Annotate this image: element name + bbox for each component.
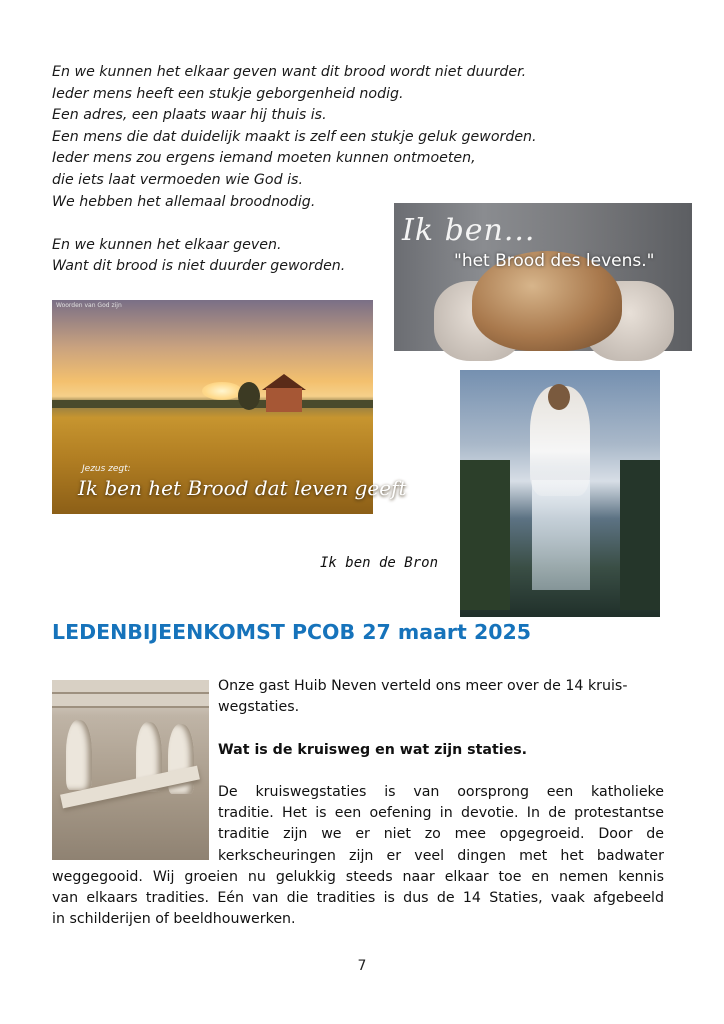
poem-line: Een adres, een plaats waar hij thuis is. — [52, 107, 327, 124]
poem-line: En we kunnen het elkaar geven want dit brood wordt niet duurder. — [52, 64, 527, 80]
jesus-image-caption: Ik ben de Bron — [320, 555, 439, 571]
article-body — [52, 676, 664, 930]
article-paragraph-line: kerkscheuringen zijn er veel dingen met het badwater — [218, 847, 664, 864]
field-image-watermark: Woorden van God zijn — [56, 302, 122, 309]
article-paragraph-line: traditie zijn we er niet zo mee opgegroeid. Door de — [218, 826, 664, 843]
poem-line: Een mens die dat duidelijk maakt is zelf een stukje geluk geworden. — [52, 128, 537, 145]
poem-line: En we kunnen het elkaar geven. — [52, 236, 282, 253]
waterfall-graphic — [532, 480, 590, 590]
chapel-graphic — [266, 388, 302, 412]
article-paragraph-line: De kruiswegstaties is van oorsprong een katholieke — [218, 783, 664, 800]
poem-line: We hebben het allemaal broodnodig. — [52, 193, 316, 210]
article-paragraph-line: traditie. Het is een oefening in devotie. In de protestantse — [218, 805, 664, 822]
article-paragraph-line: in schilderijen of beeldhouwerken. — [52, 911, 296, 928]
page-number: 7 — [357, 958, 367, 974]
bread-image-caption-line2: "het Brood des levens." — [454, 251, 655, 271]
article-subheading: Wat is de kruisweg en wat zijn staties. — [218, 741, 528, 758]
sun-graphic — [202, 382, 242, 400]
jesus-head-graphic — [548, 384, 570, 410]
field-image-caption: Ik ben het Brood dat leven geeft — [78, 476, 407, 500]
bread-of-life-image — [394, 203, 692, 351]
poem-line: die iets laat vermoeden wie God is. — [52, 171, 303, 188]
field-image-small-caption: Jezus zegt: — [82, 464, 131, 474]
poem-line: Want dit brood is niet duurder geworden. — [52, 258, 346, 275]
poem-line: Ieder mens zou ergens iemand moeten kunnen ontmoeten, — [52, 150, 476, 167]
trees-right-graphic — [620, 460, 660, 610]
paragraph-gap — [52, 761, 664, 782]
article-paragraph-line: van elkaars tradities. Eén van die tradities is dus de 14 Staties, vaak afgebeeld — [52, 890, 664, 906]
paragraph-gap — [52, 718, 664, 739]
wheat-field-image — [52, 300, 407, 514]
treeline-graphic — [52, 400, 373, 408]
poem-line: Ieder mens heeft een stukje geborgenheid nodig. — [52, 85, 404, 102]
article-intro-line: Onze gast Huib Neven verteld ons meer over de 14 kruis- — [218, 678, 628, 694]
jesus-waterfall-image — [460, 370, 660, 617]
article-intro-line: wegstaties. — [218, 699, 300, 716]
tree-graphic — [238, 382, 260, 410]
bread-image-caption-line1: Ik ben... — [402, 213, 536, 248]
trees-left-graphic — [460, 460, 510, 610]
section-heading: LEDENBIJEENKOMST PCOB 27 maart 2025 — [52, 620, 532, 644]
article-paragraph-line: weggegooid. Wij groeien nu gelukkig steeds naar elkaar toe en nemen kennis — [52, 868, 664, 885]
